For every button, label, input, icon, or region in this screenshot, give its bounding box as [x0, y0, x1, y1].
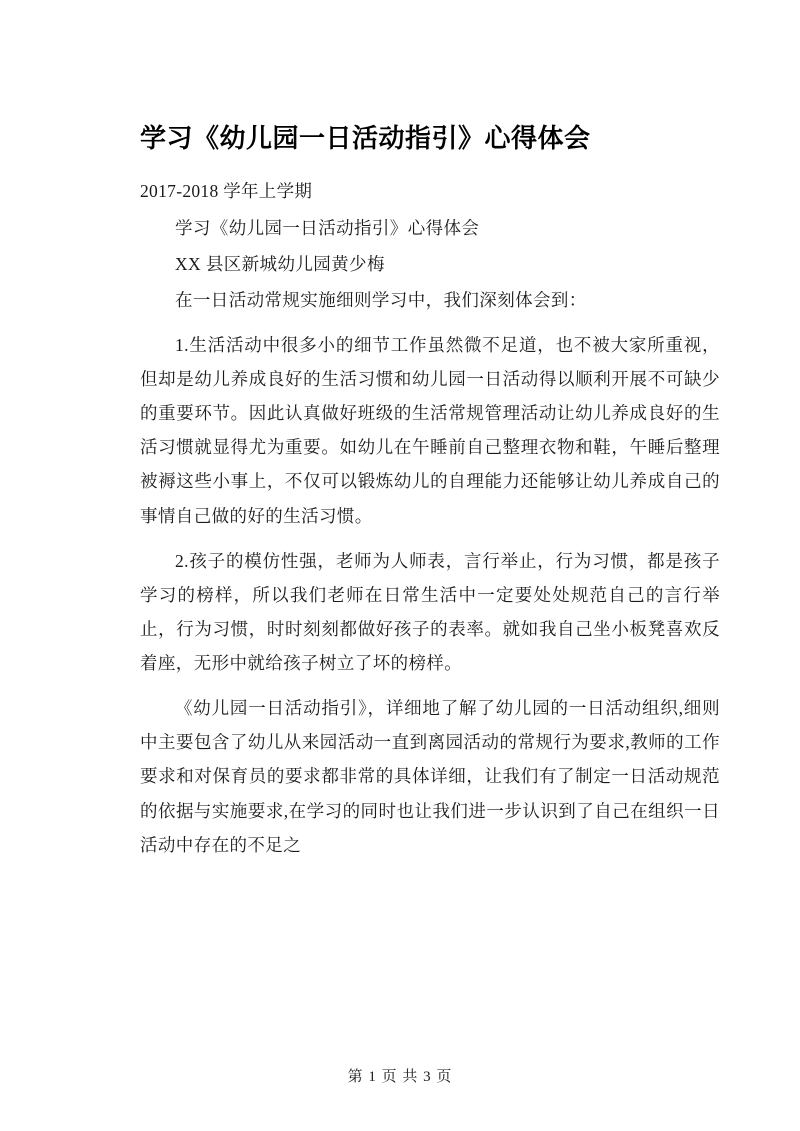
subtitle-topic: 学习《幼儿园一日活动指引》心得体会 [175, 217, 480, 238]
page-title: 学习《幼儿园一日活动指引》心得体会 [140, 123, 591, 153]
body-paragraph-2: 2.孩子的模仿性强，老师为人师表，言行举止，行为习惯，都是孩子学习的榜样，所以我们老师在日常生活中一定要处处规范自己的言行举止，行为习惯，时时刻刻都做好孩子的表率。就如我自己坐小板凳喜欢反着座，无形中就给孩子树立了坏的榜样。 [140, 550, 720, 674]
page-content [140, 120, 720, 864]
intro-line: 在一日活动常规实施细则学习中，我们深刻体会到： [175, 289, 587, 310]
page-footer: 第 1 页 共 3 页 [347, 1069, 453, 1085]
body-paragraph-1: 1.生活活动中很多小的细节工作虽然微不足道，也不被大家所重视，但却是幼儿养成良好的生活习惯和幼儿园一日活动得以顺利开展不可缺少的重要环节。因此认真做好班级的生活常规管理活动让幼儿养成良好的生活习惯就显得尤为重要。如幼儿在午睡前自己整理衣物和鞋，午睡后整理被褥这些小事上，不仅可以锻炼幼儿的自理能力还能够让幼儿养成自己的事情自己做的好的生活习惯。 [140, 334, 720, 526]
subtitle-term: 2017-2018 学年上学期 [140, 181, 313, 202]
spacer [140, 535, 720, 544]
spacer [140, 682, 720, 691]
author-line: XX 县区新城幼儿园黄少梅 [175, 253, 385, 274]
spacer [140, 319, 720, 328]
body-paragraph-3: 《幼儿园一日活动指引》，详细地了解了幼儿园的一日活动组织,细则中主要包含了幼儿从来园活动一直到离园活动的常规行为要求,教师的工作要求和对保育员的要求都非常的具体详细，让我们有了制定一日活动规范的依据与实施要求,在学习的同时也让我们进一步认识到了自己在组织一日活动中存在的不足之 [140, 698, 720, 855]
